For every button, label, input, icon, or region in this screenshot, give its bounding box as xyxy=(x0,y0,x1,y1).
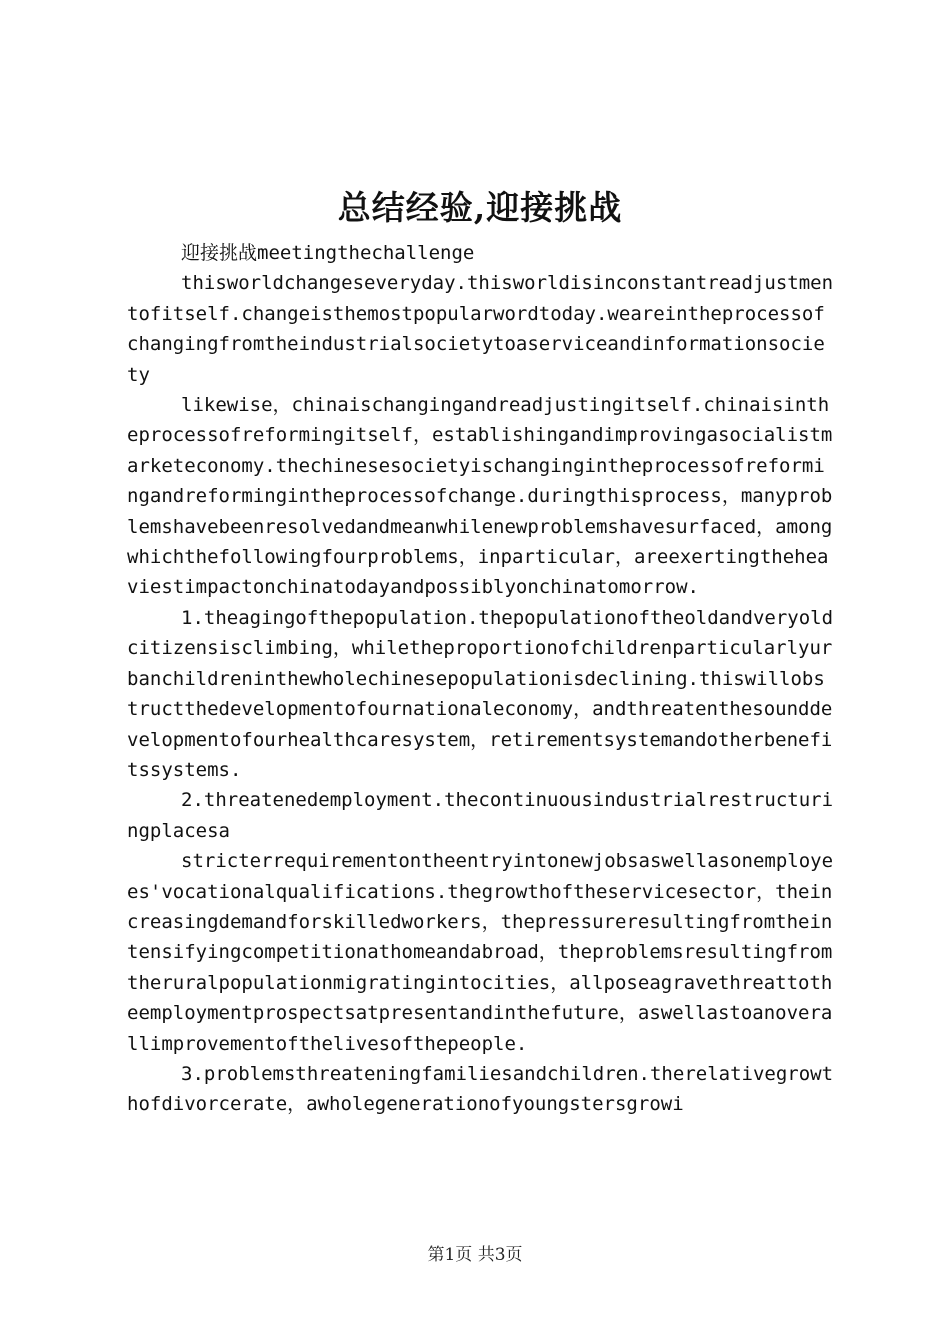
paragraph-intro: thisworldchangeseveryday.thisworldisinconstantreadjustmentofitself.changeisthemostpopularwordtoday.weareintheprocessofchangingfromtheindustrialsocietytoaserviceandinformationsociety xyxy=(127,272,834,386)
paragraph-china-reform: likewise，chinaischangingandreadjustingitself.chinaisintheprocessofreformingitself，establishingandimprovingasocialistmarketeconomy.thechinesesocietyischangingintheprocessofreformingandreformingintheprocessofchange.duringthisprocess，manyproblemshavebeenresolvedandmeanwhilenewproblemshavesurfaced，amongwhichthefollowingfourproblems，inparticular，areexertingtheheaviestimpactonchinatodayandpossiblyonchinatomorrow. xyxy=(127,394,833,599)
paragraph-aging-population: 1.theagingofthepopulation.thepopulationoftheoldandveryoldcitizensisclimbing，whiletheproportionofchildrenparticularlyurbanchildreninthewholechinesepopulationisdeclining.thiswillobstructthedevelopmentofournationaleconomy，andthreatenthesounddevelopmentofourhealthcaresystem，retirementsystemandotherbenefitssystems. xyxy=(127,606,834,781)
paragraph-employment-heading: 2.threatenedemployment.thecontinuousindustrialrestructuringplacesa xyxy=(127,789,834,842)
paragraph-employment-detail: stricterrequirementontheentryintonewjobsaswellasonemployees'vocationalqualifications.thegrowthoftheservicesector，theincreasingdemandforskilledworkers，thepressureresultingfromtheintensifyingcompetitionathomeandabroad，theproblemsresultingfromtheruralpopulationmigratingintocities，allposeagravethreattotheemploymentprospectsatpresentandinthefuture，aswellastoanoverallimprovementofthelivesofthepeople. xyxy=(127,850,834,1055)
document-title: 总结经验,迎接挑战 xyxy=(337,188,623,227)
document-body xyxy=(127,238,835,1120)
page-footer: 第1页 共3页 xyxy=(427,1245,523,1265)
paragraph-families-children: 3.problemsthreateningfamiliesandchildren.therelativegrowthofdivorcerate，awholegenerationofyoungstersgrowi xyxy=(127,1062,834,1116)
paragraph-subtitle: 迎接挑战meetingthechallenge xyxy=(181,242,475,264)
